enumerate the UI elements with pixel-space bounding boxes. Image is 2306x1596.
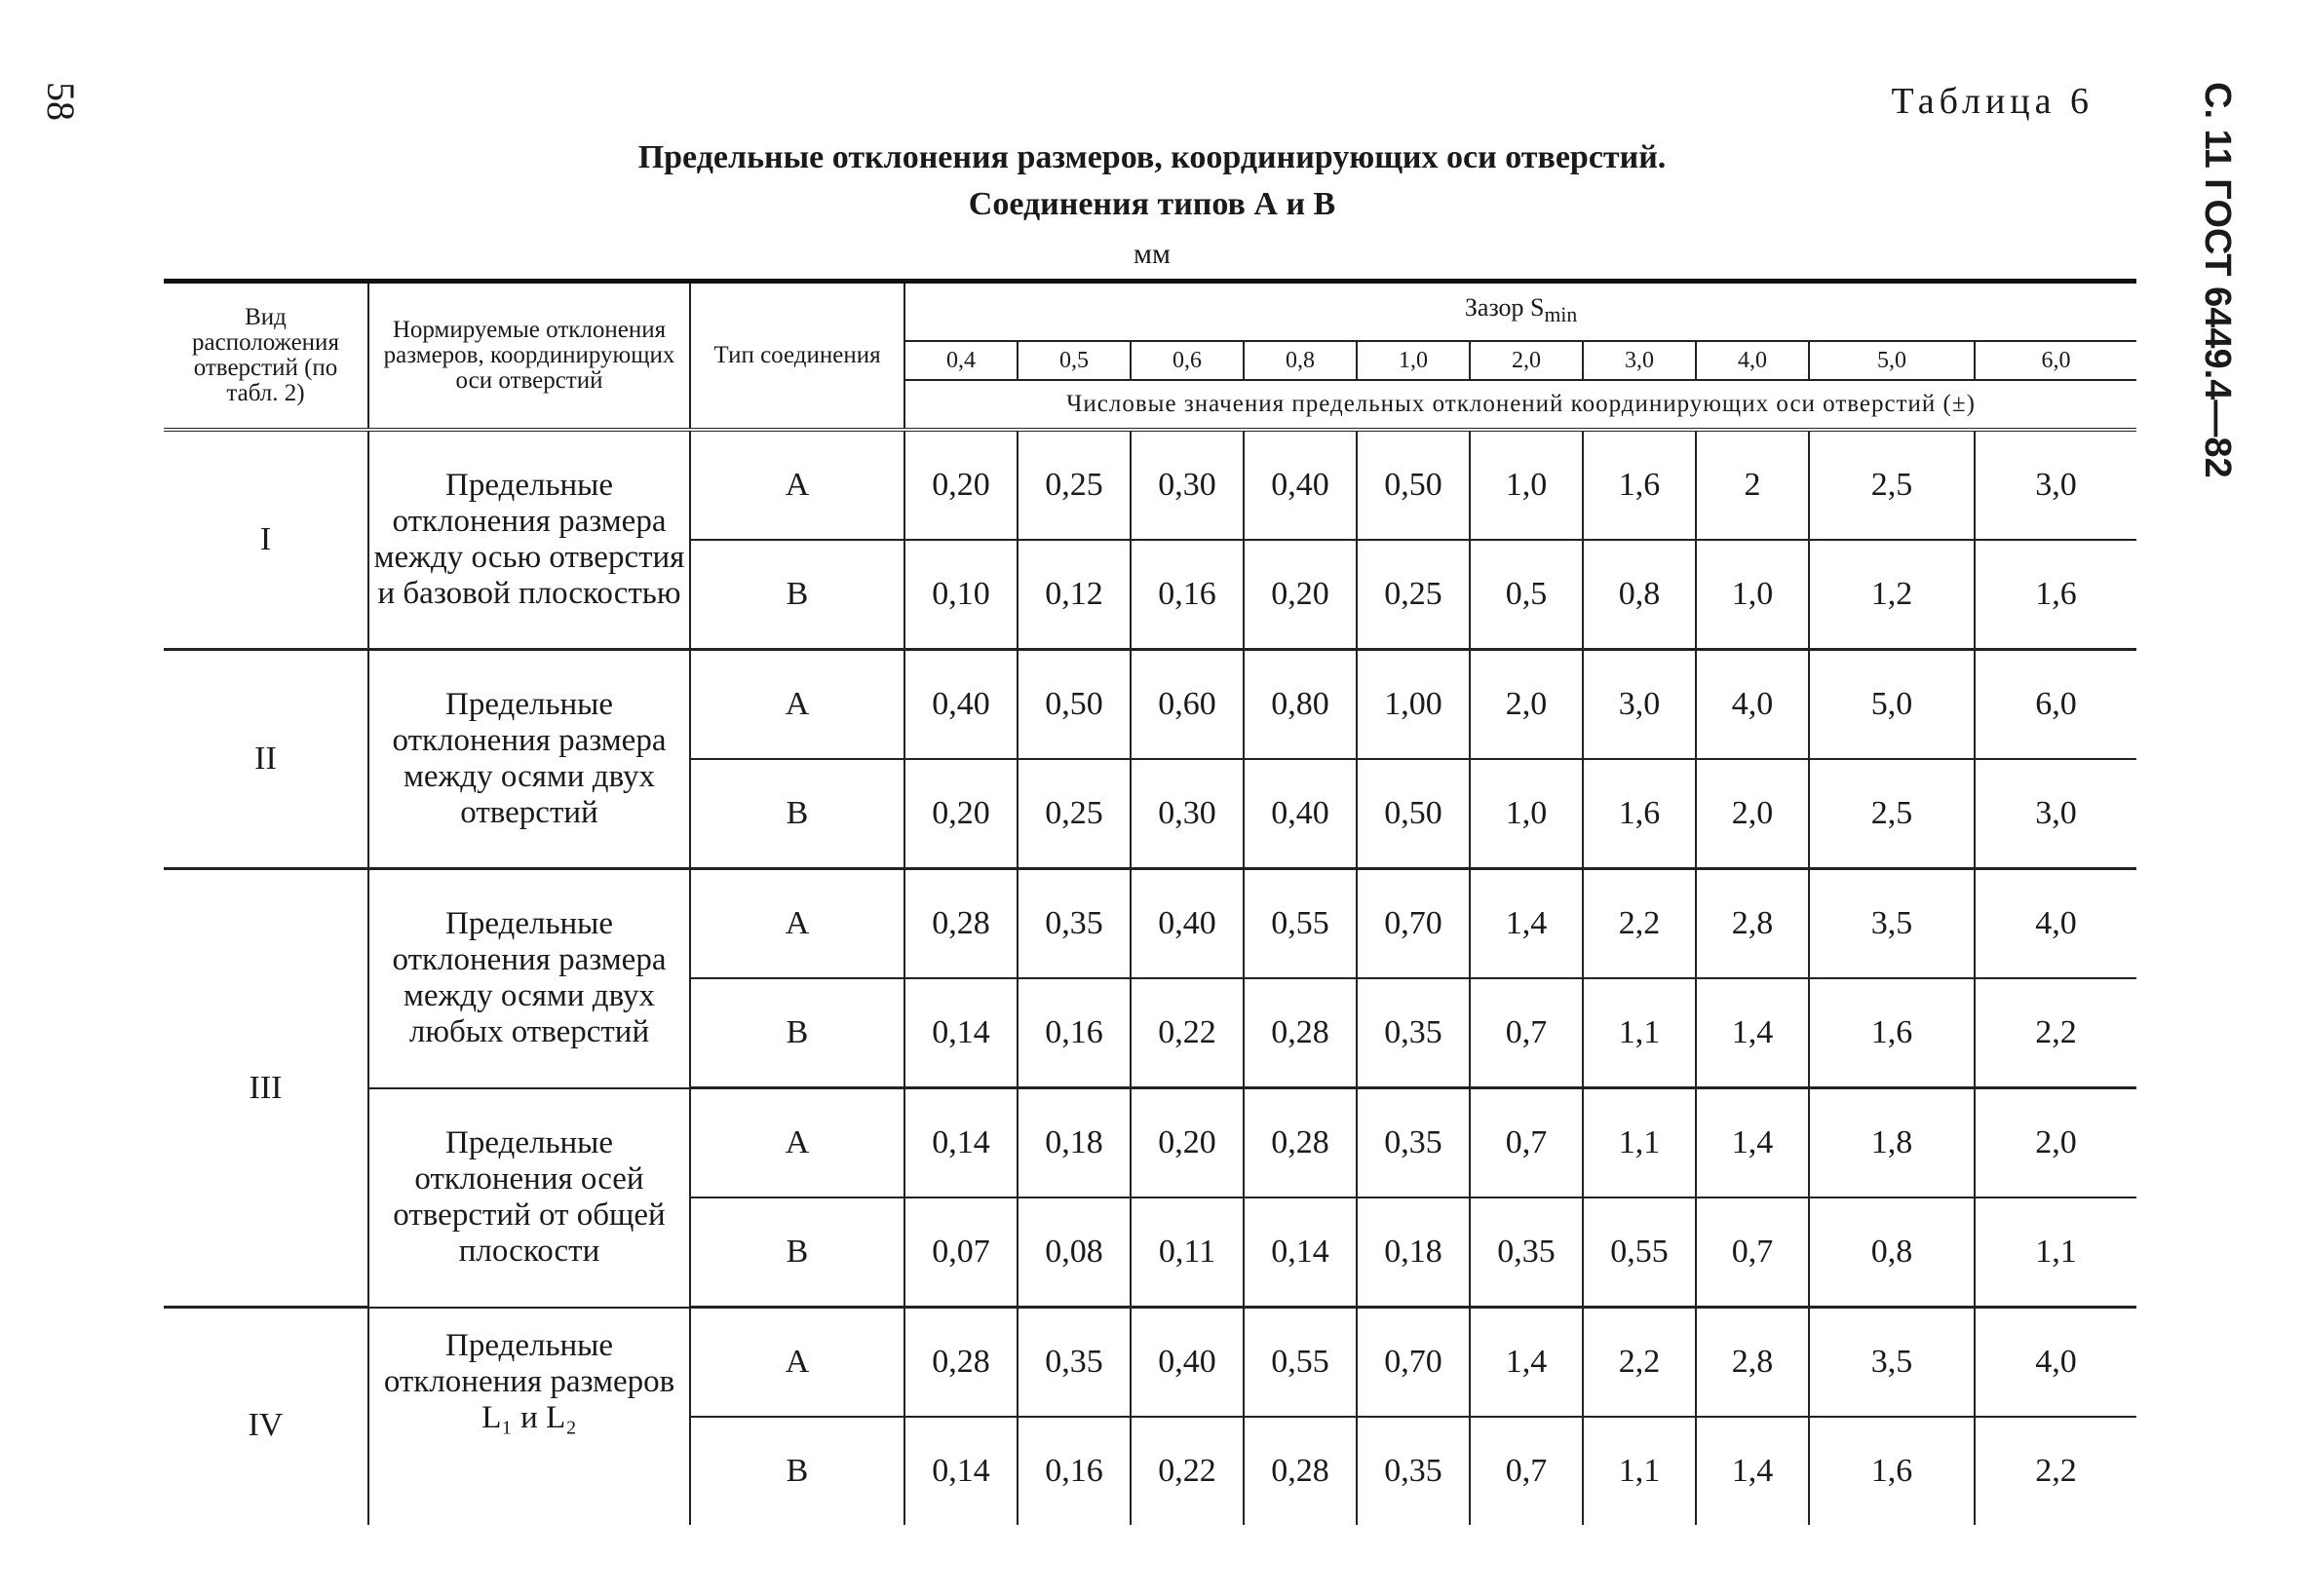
value-cell: 0,35 [1357,978,1470,1088]
value-cell: 0,7 [1470,1417,1583,1525]
value-cell: 0,70 [1357,869,1470,979]
gap-value: 0,8 [1244,341,1357,380]
value-cell: 1,00 [1357,650,1470,760]
value-cell: 1,4 [1470,869,1583,979]
numeric-values-caption: Числовые значения предельных отклонений координирующих оси отверстий (±) [904,380,2136,430]
layout-type-cell: I [164,430,368,650]
value-cell: 2 [1696,430,1809,540]
value-cell: 0,25 [1357,540,1470,650]
value-cell: 3,0 [1975,759,2136,869]
norm-description-cell: Предельные отклонения размера между осью отверстия и базовой плоскостью [368,430,690,650]
layout-type-cell: IV [164,1308,368,1526]
table-title [166,134,2138,228]
norm-description-cell: Предельные отклонения размеров L₁ и L₂ [368,1308,690,1526]
table-header [164,282,2136,431]
layout-type-cell: II [164,650,368,869]
value-cell: 0,11 [1131,1197,1244,1308]
value-cell: 0,25 [1018,430,1131,540]
value-cell: 0,14 [904,978,1018,1088]
value-cell: 0,7 [1470,1088,1583,1198]
title-line-2: Соединения типов А и В [968,186,1336,222]
value-cell: 3,0 [1583,650,1696,760]
value-cell: 1,6 [1975,540,2136,650]
value-cell: 0,7 [1470,978,1583,1088]
connection-type-cell: В [690,1417,904,1525]
value-cell: 0,50 [1018,650,1131,760]
value-cell: 1,1 [1583,1088,1696,1198]
table-row [164,650,2136,760]
value-cell: 1,4 [1696,978,1809,1088]
deviation-table [164,279,2136,1525]
value-cell: 1,1 [1583,1417,1696,1525]
value-cell: 0,35 [1357,1088,1470,1198]
table-row [164,430,2136,540]
value-cell: 0,16 [1018,978,1131,1088]
value-cell: 3,5 [1809,1308,1975,1418]
value-cell: 1,1 [1975,1197,2136,1308]
value-cell: 1,6 [1809,978,1975,1088]
value-cell: 0,10 [904,540,1018,650]
value-cell: 0,18 [1357,1197,1470,1308]
value-cell: 0,14 [1244,1197,1357,1308]
value-cell: 0,40 [1131,1308,1244,1418]
connection-type-cell: В [690,759,904,869]
table-label: Таблица 6 [1891,81,2094,122]
value-cell: 0,8 [1809,1197,1975,1308]
value-cell: 0,35 [1018,1308,1131,1418]
value-cell: 0,16 [1018,1417,1131,1525]
value-cell: 1,6 [1583,759,1696,869]
gap-value: 0,6 [1131,341,1244,380]
connection-type-cell: А [690,1088,904,1198]
norm-description-cell: Предельные отклонения размера между осями двух любых отверстий [368,869,690,1088]
title-line-1: Предельные отклонения размеров, координирующих оси отверстий. [637,139,1667,175]
table-row [164,1088,2136,1198]
value-cell: 0,5 [1470,540,1583,650]
value-cell: 1,2 [1809,540,1975,650]
value-cell: 5,0 [1809,650,1975,760]
value-cell: 0,35 [1470,1197,1583,1308]
gap-value: 5,0 [1809,341,1975,380]
value-cell: 4,0 [1975,1308,2136,1418]
header-normalized-deviations: Нормируемые отклонения размеров, координирующих оси отверстий [368,282,690,431]
value-cell: 0,30 [1131,759,1244,869]
norm-description-cell: Предельные отклонения осей отверстий от общей плоскости [368,1088,690,1308]
value-cell: 0,28 [1244,978,1357,1088]
table-row [164,1308,2136,1418]
value-cell: 0,20 [904,430,1018,540]
value-cell: 0,40 [1131,869,1244,979]
value-cell: 2,5 [1809,430,1975,540]
value-cell: 2,2 [2035,1453,2077,1489]
connection-type-cell: А [690,430,904,540]
value-cell: 0,20 [1131,1088,1244,1198]
table-row [164,869,2136,979]
value-cell: 1,4 [1696,1417,1809,1525]
gap-value: 0,5 [1018,341,1131,380]
value-cell: 1,4 [1696,1088,1809,1198]
gap-label: Зазор S [1464,293,1545,323]
value-cell: 0,30 [1131,430,1244,540]
value-cell: 1,0 [1470,430,1583,540]
value-cell: 0,55 [1244,1308,1357,1418]
header-layout-type: Вид расположения отверстий (по табл. 2) [164,282,368,431]
table-body [164,430,2136,1525]
value-cell: 2,2 [1583,869,1696,979]
value-cell: 2,2 [1583,1308,1696,1418]
value-cell: 0,07 [904,1197,1018,1308]
value-cell: 0,14 [904,1088,1018,1198]
value-cell: 0,18 [1018,1088,1131,1198]
gap-value: 6,0 [1975,341,2136,380]
header-connection-type: Тип соединения [690,282,904,431]
value-cell: 4,0 [1975,869,2136,979]
header-gap [904,282,2136,342]
value-cell: 0,20 [1244,540,1357,650]
norm-description-cell: Предельные отклонения размера между осями двух отверстий [368,650,690,869]
value-cell: 0,20 [904,759,1018,869]
connection-type-cell: В [690,540,904,650]
value-cell: 0,28 [904,869,1018,979]
gap-subscript: min [1544,303,1578,327]
value-cell: 3,5 [1809,869,1975,979]
value-cell: 1,0 [1470,759,1583,869]
value-cell: 0,35 [1018,869,1131,979]
value-cell: 0,12 [1018,540,1131,650]
value-cell: 2,0 [1470,650,1583,760]
value-cell: 0,25 [1018,759,1131,869]
value-cell: 2,2 [1975,978,2136,1088]
value-cell: 1,8 [1809,1088,1975,1198]
connection-type-cell: В [690,978,904,1088]
gap-value: 1,0 [1357,341,1470,380]
value-cell: 0,50 [1357,759,1470,869]
value-cell: 0,55 [1583,1197,1696,1308]
value-cell: 0,22 [1131,978,1244,1088]
value-cell: 1,4 [1470,1308,1583,1418]
value-cell: 2,5 [1809,759,1975,869]
layout-type-cell: III [164,869,368,1308]
value-cell: 0,50 [1357,430,1470,540]
value-cell: 1,6 [1583,430,1696,540]
value-cell: 1,1 [1583,978,1696,1088]
value-cell: 1,6 [1809,1417,1975,1525]
connection-type-cell: А [690,650,904,760]
connection-type-cell: А [690,869,904,979]
value-cell: 3,0 [1975,430,2136,540]
value-cell: 0,14 [904,1417,1018,1525]
value-cell: 2,0 [1975,1088,2136,1198]
connection-type-cell: А [690,1308,904,1418]
page-number: 58 [39,82,83,121]
value-cell: 0,40 [1244,430,1357,540]
gost-reference: С. 11 ГОСТ 6449.4—82 [2197,82,2238,478]
value-cell: 0,60 [1131,650,1244,760]
value-cell: 6,0 [1975,650,2136,760]
value-cell: 2,0 [1696,759,1809,869]
gap-value: 3,0 [1583,341,1696,380]
value-cell: 0,40 [1244,759,1357,869]
gap-value: 4,0 [1696,341,1809,380]
value-cell: 0,16 [1131,540,1244,650]
value-cell: 0,40 [904,650,1018,760]
value-cell: 0,55 [1244,869,1357,979]
value-cell: 0,7 [1696,1197,1809,1308]
value-cell: 0,8 [1583,540,1696,650]
value-cell: 4,0 [1696,650,1809,760]
value-cell: 0,28 [1244,1088,1357,1198]
value-cell: 2,8 [1696,869,1809,979]
value-cell: 0,28 [904,1308,1018,1418]
gap-value: 0,4 [946,348,976,373]
units-label: мм [1134,238,1171,270]
value-cell: 0,28 [1244,1417,1357,1525]
value-cell: 0,80 [1244,650,1357,760]
value-cell: 0,08 [1018,1197,1131,1308]
value-cell: 0,35 [1357,1417,1470,1525]
connection-type-cell: В [690,1197,904,1308]
value-cell: 0,70 [1357,1308,1470,1418]
value-cell: 2,8 [1696,1308,1809,1418]
value-cell: 0,22 [1131,1417,1244,1525]
gap-value: 2,0 [1470,341,1583,380]
value-cell: 1,0 [1696,540,1809,650]
